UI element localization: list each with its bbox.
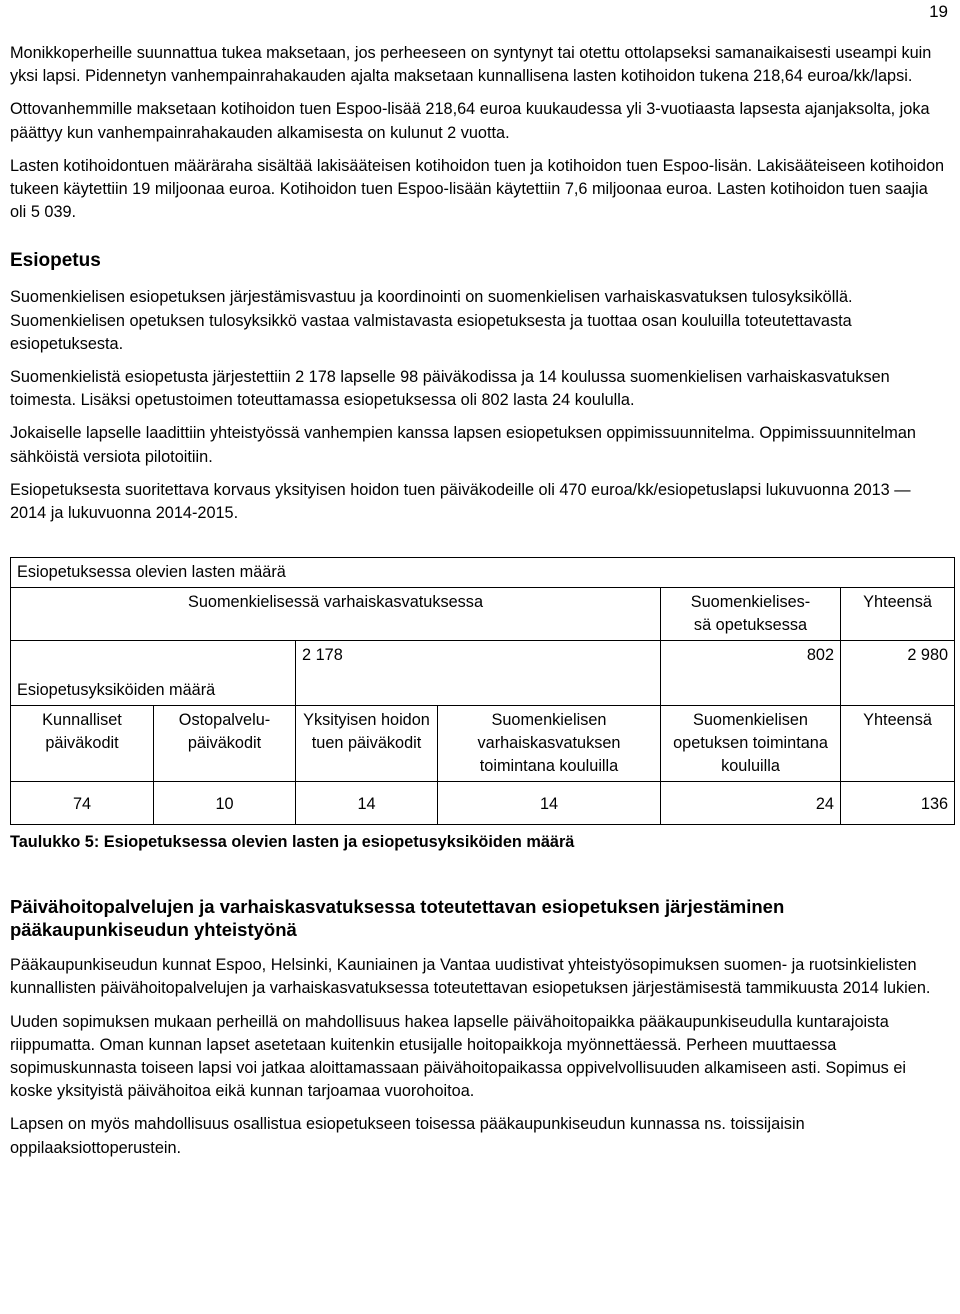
paragraph: Pääkaupunkiseudun kunnat Espoo, Helsinki, Kauniainen ja Vantaa uudistivat yhteistyösopimuksen suomen- ja ruotsinkielisten kunnallisten päivähoitopalvelujen ja varhaiskasvatuksessa toteutettavan esiopetuksen järjestämisestä tammikuusta 2014 lukien. [10, 956, 931, 998]
table-row [11, 782, 955, 825]
table-container [10, 557, 954, 853]
page-number: 19 [929, 2, 948, 21]
unit-header: Ostopalvelu-päiväkodit [154, 706, 296, 782]
header-fi-opetus: Suomenkielises- sä opetuksessa [661, 588, 841, 641]
section-heading-yhteistyo: Päivähoitopalvelujen ja varhaiskasvatuksessa toteutettavan esiopetuksen järjestäminen pääkaupunkiseudun yhteistyönä [10, 896, 785, 941]
paragraph: Suomenkielisen esiopetuksen järjestämisvastuu ja koordinointi on suomenkielisen varhaiskasvatuksen tulosyksiköllä. Suomenkielisen opetuksen tulosyksikkö vastaa valmistavasta esiopetuksesta ja tuottaa osan kouluilla toteutettavasta esiopetuksesta. [10, 288, 853, 353]
unit-header: Yksityisen hoidon tuen päiväkodit [296, 706, 438, 782]
paragraph: Lapsen on myös mahdollisuus osallistua esiopetukseen toisessa pääkaupunkiseudun kunnassa ns. toissijaisin oppilaaksiottoperustein. [10, 1115, 805, 1157]
header-fi-varhais: Suomenkielisessä varhaiskasvatuksessa [11, 588, 661, 641]
count-total: 2 980 [841, 641, 955, 706]
unit-value: 14 [296, 782, 438, 825]
unit-value: 14 [438, 782, 661, 825]
count-fi-varhais: 2 178 [296, 641, 661, 706]
paragraph: Monikkoperheille suunnattua tukea maksetaan, jos perheeseen on syntynyt tai otettu ottolapseksi samanaikaisesti useampi kuin yksi lapsi. Pidennetyn vanhempainrahakauden ajalta maksetaan kunnallisena lasten kotihoidon tukena 218,64 euroa/kk/lapsi. [10, 44, 932, 86]
paragraph: Uuden sopimuksen mukaan perheillä on mahdollisuus hakea lapselle päivähoitopaikka pääkaupunkiseudulla kuntarajoista riippumatta. Oman kunnan lapset asetetaan kuitenkin etusijalle hoitopaikkoja myönnettäessä. Perheen muuttaessa sopimuskunnasta toiseen lapsi voi jatkaa aloittamassaan päivähoitopaikassa oppivelvollisuuden alkamiseen asti. Sopimus ei koske yksityistä päivähoitoa eikä kunnan tarjoamaa vuorohoitoa. [10, 1012, 906, 1101]
unit-value: 136 [841, 782, 955, 825]
count-fi-opetus: 802 [661, 641, 841, 706]
paragraph: Lasten kotihoidontuen määräraha sisältää lakisääteisen kotihoidon tuen ja kotihoidon tuen Espoo-lisän. Lakisääteiseen kotihoidon tukeen käytettiin 19 miljoonaa euroa. Kotihoidon tuen Espoo-lisään käytettiin 7,6 miljoonaa euroa. Lasten kotihoidon tuen saajia oli 5 039. [10, 156, 945, 222]
header-total: Yhteensä [841, 588, 955, 641]
table-title: Esiopetuksessa olevien lasten määrä [11, 558, 955, 588]
unit-value: 10 [154, 782, 296, 825]
section-heading-esiopetus: Esiopetus [10, 250, 101, 272]
unit-header: Yhteensä [841, 706, 955, 782]
paragraph: Jokaiselle lapselle laadittiin yhteistyössä vanhempien kanssa lapsen esiopetuksen oppimissuunnitelma. Oppimissuunnitelman sähköistä versiota pilotoitiin. [10, 424, 916, 466]
paragraph: Esiopetuksesta suoritettava korvaus yksityisen hoidon tuen päiväkodeille oli 470 euroa/kk/esiopetuslapsi lukuvuonna 2013 — 2014 ja lukuvuonna 2014-2015. [10, 480, 911, 523]
unit-header: Kunnalliset päiväkodit [11, 706, 154, 782]
preschool-table [10, 557, 955, 825]
table-row [11, 641, 955, 706]
units-label: Esiopetusyksiköiden määrä [11, 641, 296, 706]
unit-header: Suomenkielisen opetuksen toimintana kouluilla [661, 706, 841, 782]
table-row [11, 706, 955, 782]
unit-header: Suomenkielisen varhaiskasvatuksen toimintana kouluilla [438, 706, 661, 782]
unit-value: 74 [11, 782, 154, 825]
unit-value: 24 [661, 782, 841, 825]
table-caption: Taulukko 5: Esiopetuksessa olevien lasten ja esiopetusyksiköiden määrä [10, 833, 575, 852]
page-content [10, 42, 949, 1170]
table-row [11, 588, 955, 641]
paragraph: Suomenkielistä esiopetusta järjestettiin 2 178 lapselle 98 päiväkodissa ja 14 koulussa suomenkielisen varhaiskasvatuksen toimesta. Lisäksi opetustoimen toteuttamassa esiopetuksessa oli 802 lasta 24 koululla. [10, 368, 890, 410]
table-row [11, 558, 955, 588]
paragraph: Ottovanhemmille maksetaan kotihoidon tuen Espoo-lisää 218,64 euroa kuukaudessa yli 3-vuotiaasta lapsesta ajanjaksolta, joka päättyy kun vanhempainrahakauden alkamisesta on kulunut 2 vuotta. [10, 100, 930, 142]
